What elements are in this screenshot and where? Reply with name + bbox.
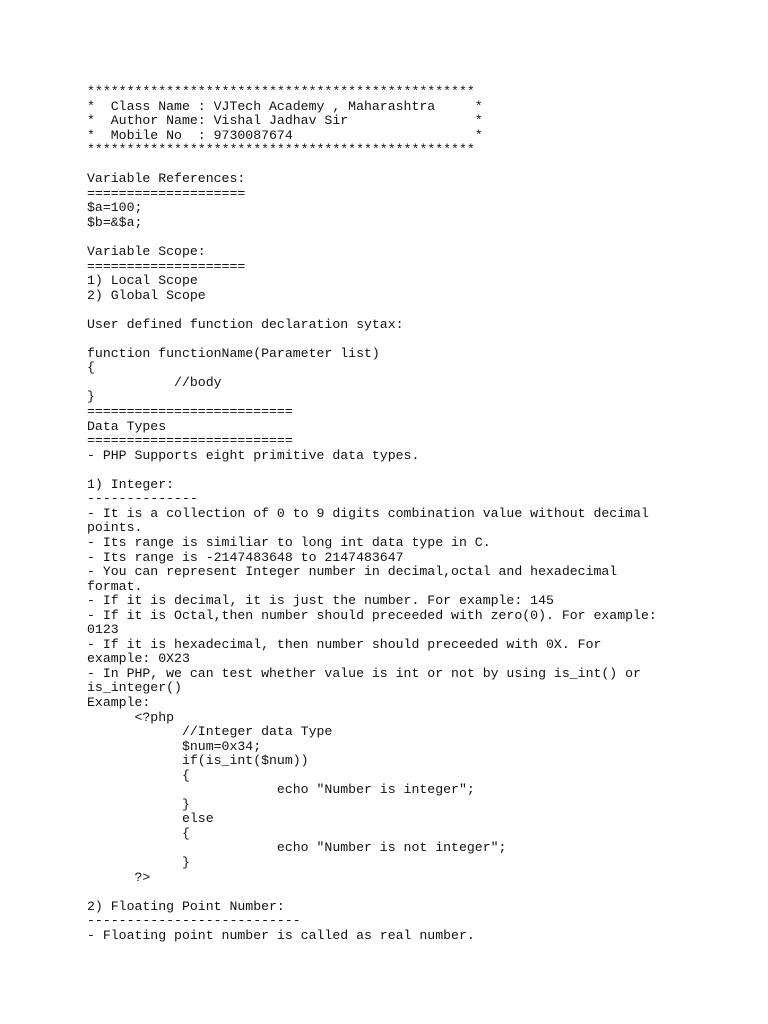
text-line: ==================== bbox=[87, 258, 246, 274]
text-line: * Mobile No : 9730087674 * bbox=[87, 127, 483, 143]
text-line bbox=[87, 158, 747, 173]
text-line: //body bbox=[87, 374, 222, 390]
text-line: Example: bbox=[87, 694, 151, 710]
text-line: * Class Name : VJTech Academy , Maharashtra * bbox=[87, 98, 483, 114]
text-line: - Floating point number is called as real number. bbox=[87, 927, 475, 943]
text-line: format. bbox=[87, 578, 143, 594]
text-line: - Its range is -2147483648 to 2147483647 bbox=[87, 549, 404, 565]
text-line: example: 0X23 bbox=[87, 651, 190, 667]
text-line bbox=[87, 230, 747, 245]
text-line bbox=[87, 332, 747, 347]
text-line: Variable Scope: bbox=[87, 244, 206, 260]
text-line: - If it is decimal, it is just the number. For example: 145 bbox=[87, 593, 554, 609]
text-line bbox=[87, 303, 747, 318]
text-line: - If it is Octal,then number should preceeded with zero(0). For example: bbox=[87, 607, 657, 623]
text-line: Variable References: bbox=[87, 171, 246, 187]
text-line: { bbox=[87, 767, 190, 783]
text-line: } bbox=[87, 854, 190, 870]
text-line: is_integer() bbox=[87, 680, 182, 696]
text-line: ========================== bbox=[87, 433, 293, 449]
text-line: 1) Integer: bbox=[87, 476, 175, 492]
text-line: 2) Global Scope bbox=[87, 287, 206, 303]
text-line: echo "Number is integer"; bbox=[87, 782, 475, 798]
text-line: 1) Local Scope bbox=[87, 273, 198, 289]
text-line: - If it is hexadecimal, then number should preceeded with 0X. For bbox=[87, 636, 602, 652]
text-line: - In PHP, we can test whether value is int or not by using is_int() or bbox=[87, 665, 641, 681]
text-line: //Integer data Type bbox=[87, 724, 333, 740]
text-line: $a=100; bbox=[87, 200, 143, 216]
text-line: ************************************************* bbox=[87, 84, 475, 99]
text-line: - PHP Supports eight primitive data types. bbox=[87, 447, 420, 463]
text-line: -------------- bbox=[87, 491, 198, 507]
text-line: $num=0x34; bbox=[87, 738, 262, 754]
text-line: function functionName(Parameter list) bbox=[87, 345, 380, 361]
text-line: <?php bbox=[87, 709, 175, 725]
text-line: { bbox=[87, 360, 95, 376]
text-line: User defined function declaration sytax: bbox=[87, 316, 404, 332]
text-line: $b=&$a; bbox=[87, 214, 143, 230]
text-line: echo "Number is not integer"; bbox=[87, 840, 507, 856]
document-text bbox=[87, 85, 747, 943]
text-line: * Author Name: Vishal Jadhav Sir * bbox=[87, 113, 483, 129]
text-line: ************************************************* bbox=[87, 142, 475, 158]
text-line: - You can represent Integer number in decimal,octal and hexadecimal bbox=[87, 564, 618, 580]
text-line: else bbox=[87, 811, 214, 827]
text-line bbox=[87, 885, 747, 900]
text-line: - Its range is similiar to long int data type in C. bbox=[87, 534, 491, 550]
text-line: } bbox=[87, 796, 190, 812]
text-line: 2) Floating Point Number: bbox=[87, 898, 285, 914]
text-line: - It is a collection of 0 to 9 digits combination value without decimal bbox=[87, 505, 649, 521]
text-line: } bbox=[87, 389, 95, 405]
text-line: ?> bbox=[87, 869, 151, 885]
text-line: ==================== bbox=[87, 185, 246, 201]
text-line: { bbox=[87, 825, 190, 841]
text-line bbox=[87, 463, 747, 478]
text-line: if(is_int($num)) bbox=[87, 753, 309, 769]
text-line: Data Types bbox=[87, 418, 167, 434]
text-line: points. bbox=[87, 520, 143, 536]
text-line: --------------------------- bbox=[87, 913, 301, 929]
text-line: 0123 bbox=[87, 622, 119, 638]
text-line: ========================== bbox=[87, 404, 293, 420]
